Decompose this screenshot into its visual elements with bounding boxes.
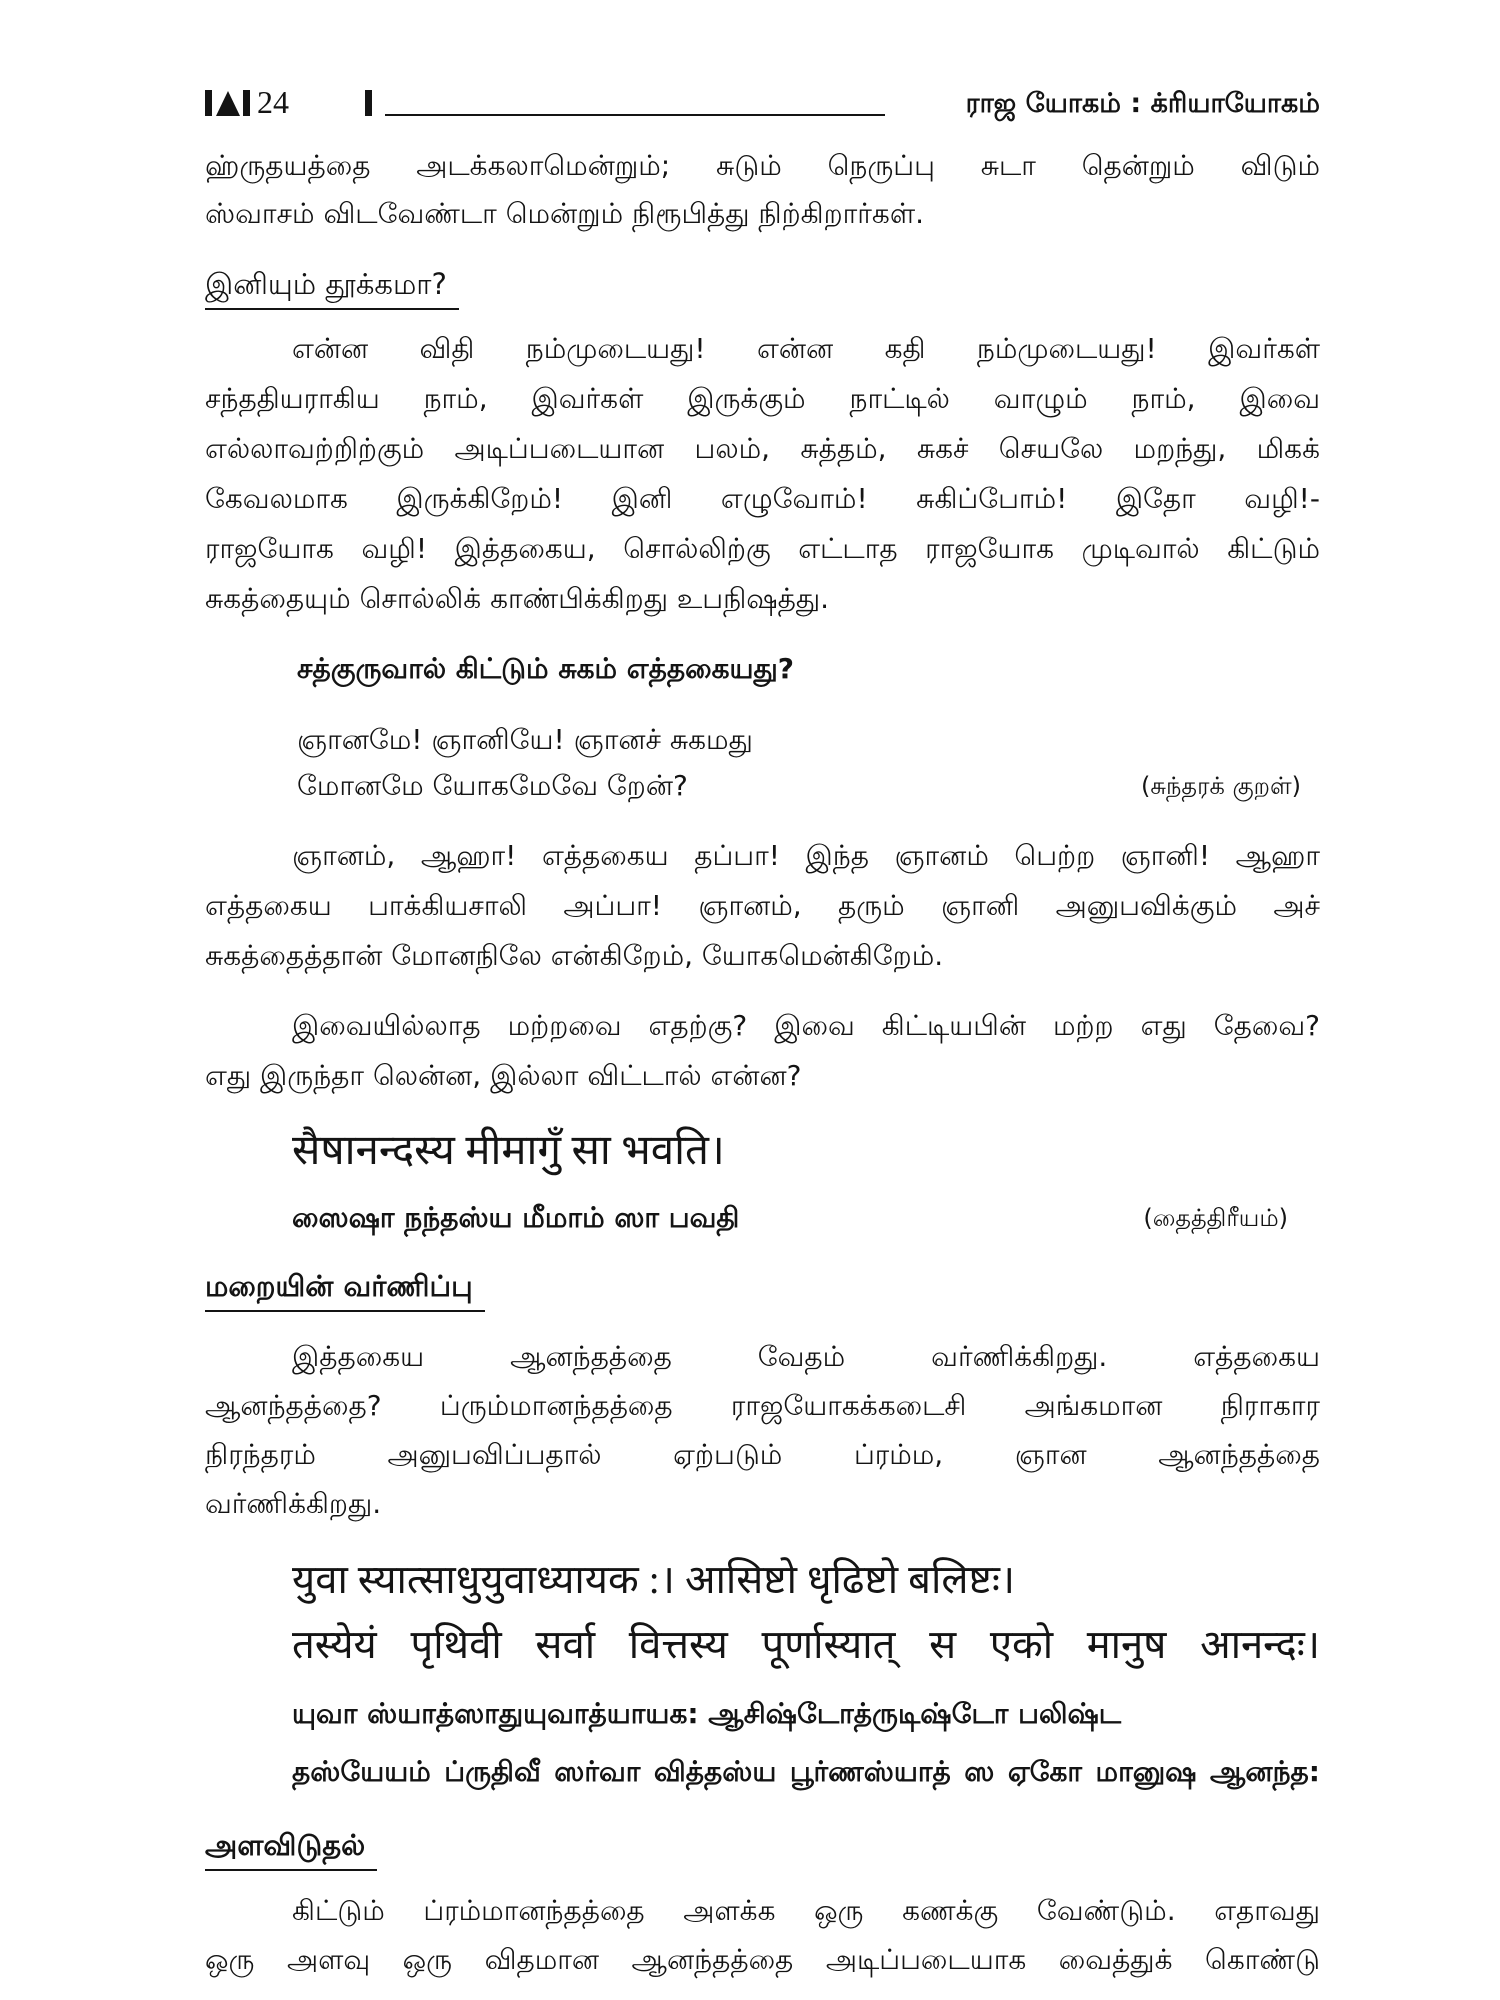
verse-source: (சுந்தரக் குறள்) xyxy=(1141,772,1301,800)
section-heading-vedic xyxy=(205,1266,1320,1312)
paragraph-line: ஹ்ருதயத்தை அடக்கலாமென்றும்; சுடும் நெருப்பு சுடா தென்றும் விடும் xyxy=(205,149,1320,182)
running-title: ராஜ யோகம் : க்ரியாயோகம் xyxy=(965,88,1320,119)
section-heading: மறையின் வர்ணிப்பு xyxy=(205,1266,485,1312)
paragraph-line: சுகத்தையும் சொல்லிக் காண்பிக்கிறது உபநிஷத்து. xyxy=(205,582,830,615)
transliteration-2 xyxy=(205,1685,1320,1801)
intro-paragraph xyxy=(205,142,1320,238)
verse-line: ஞானமே! ஞானியே! ஞானச் சுகமது xyxy=(297,723,753,756)
sanskrit-quote-1 xyxy=(205,1121,1320,1181)
quote-source: (தைத்திரீயம்) xyxy=(1143,1204,1288,1232)
page-number: 24 xyxy=(257,84,289,120)
paragraph-line: ஞானம், ஆஹா! எத்தகைய தப்பா! இந்த ஞானம் பெற்ற ஞானி! ஆஹா xyxy=(292,839,1320,872)
question-line xyxy=(205,645,1320,693)
sanskrit-line: युवा स्यात्साधुयुवाध्यायक :। आसिष्टो धृढिष्टो बलिष्टः। xyxy=(292,1557,1016,1602)
sanskrit-line: सैषानन्दस्य मीमागुँ सा भवति। xyxy=(292,1128,725,1174)
vedic-paragraph xyxy=(205,1332,1320,1528)
transliteration-row xyxy=(205,1193,1320,1243)
header-rule xyxy=(385,114,885,116)
page-header xyxy=(205,78,1320,128)
paragraph-line: இவையில்லாத மற்றவை எதற்கு? இவை கிட்டியபின் மற்ற எது தேவை? xyxy=(292,1009,1320,1042)
section-heading: இனியும் தூக்கமா? xyxy=(205,264,459,310)
question-paragraph xyxy=(205,1001,1320,1101)
paragraph-line: ஆனந்தத்தை? ப்ரும்மானந்தத்தை ராஜயோகக்கடைசி அங்கமான நிராகார xyxy=(205,1389,1320,1422)
header-divider-bar xyxy=(365,90,372,116)
paragraph-line: இத்தகைய ஆனந்தத்தை வேதம் வர்ணிக்கிறது. எத்தகைய xyxy=(292,1340,1320,1373)
paragraph-line: நிரந்தரம் அனுபவிப்பதால் ஏற்படும் ப்ரம்ம, ஞான ஆனந்தத்தை xyxy=(205,1438,1320,1471)
paragraph-line: ஸ்வாசம் விடவேண்டா மென்றும் நிரூபித்து நிற்கிறார்கள். xyxy=(205,197,924,230)
paragraph-line: எத்தகைய பாக்கியசாலி அப்பா! ஞானம், தரும் ஞானி அனுபவிக்கும் அச் xyxy=(205,889,1320,922)
paragraph-line: கிட்டும் ப்ரம்மானந்தத்தை அளக்க ஒரு கணக்கு வேண்டும். எதாவது xyxy=(292,1894,1320,1927)
paragraph-line: வர்ணிக்கிறது. xyxy=(205,1487,382,1520)
subheading: சத்குருவால் கிட்டும் சுகம் எத்தகையது? xyxy=(297,652,795,685)
gnana-paragraph xyxy=(205,831,1320,981)
sanskrit-quote-2 xyxy=(205,1547,1320,1677)
transliteration-line: தஸ்யேயம் ப்ருதிவீ ஸர்வா வித்தஸ்ய பூர்ணஸ்யாத் ஸ ஏகோ மானுஷ ஆனந்த: xyxy=(292,1755,1320,1788)
paragraph-line: எது இருந்தா லென்ன, இல்லா விட்டால் என்ன? xyxy=(205,1059,802,1092)
section-heading: அளவிடுதல் xyxy=(205,1825,377,1871)
measure-paragraph xyxy=(205,1886,1320,1984)
sanskrit-line: तस्येयं पृथिवी सर्वा वित्तस्य पूर्णास्यात् स एको मानुष आनन्दः। xyxy=(292,1622,1320,1667)
paragraph-line: ஒரு அளவு ஒரு விதமான ஆனந்தத்தை அடிப்படையாக வைத்துக் கொண்டு xyxy=(205,1943,1320,1976)
verse-line-with-source xyxy=(205,763,1320,809)
verse xyxy=(205,717,1320,809)
transliteration-1 xyxy=(205,1193,1320,1243)
section-heading-measure xyxy=(205,1825,1320,1871)
transliteration-line: யுவா ஸ்யாத்ஸாதுயுவாத்யாயக: ஆசிஷ்டோத்ருடிஷ்டோ பலிஷ்ட xyxy=(292,1697,1122,1730)
paragraph-line: சந்ததியராகிய நாம், இவர்கள் இருக்கும் நாட்டில் வாழும் நாம், இவை xyxy=(205,382,1320,415)
paragraph-line: ராஜயோக வழி! இத்தகைய, சொல்லிற்கு எட்டாத ராஜயோக முடிவால் கிட்டும் xyxy=(205,532,1320,565)
paragraph-line: கேவலமாக இருக்கிறேம்! இனி எழுவோம்! சுகிப்போம்! இதோ வழி!- xyxy=(205,482,1320,515)
transliteration-line: ஸைஷா நந்தஸ்ய மீமாம் ஸா பவதி xyxy=(292,1201,740,1234)
paragraph-line: என்ன விதி நம்முடையது! என்ன கதி நம்முடையது! இவர்கள் xyxy=(292,332,1320,365)
verse-line: மோனமே யோகமேவே றேன்? xyxy=(297,769,688,802)
paragraph-line: எல்லாவற்றிற்கும் அடிப்படையான பலம், சுத்தம், சுகச் செயலே மறந்து, மிகக் xyxy=(205,432,1320,465)
paragraph-line: சுகத்தைத்தான் மோனநிலே என்கிறேம், யோகமென்கிறேம். xyxy=(205,939,944,972)
awakening-paragraph xyxy=(205,324,1320,624)
section-heading-awakening xyxy=(205,264,1320,310)
